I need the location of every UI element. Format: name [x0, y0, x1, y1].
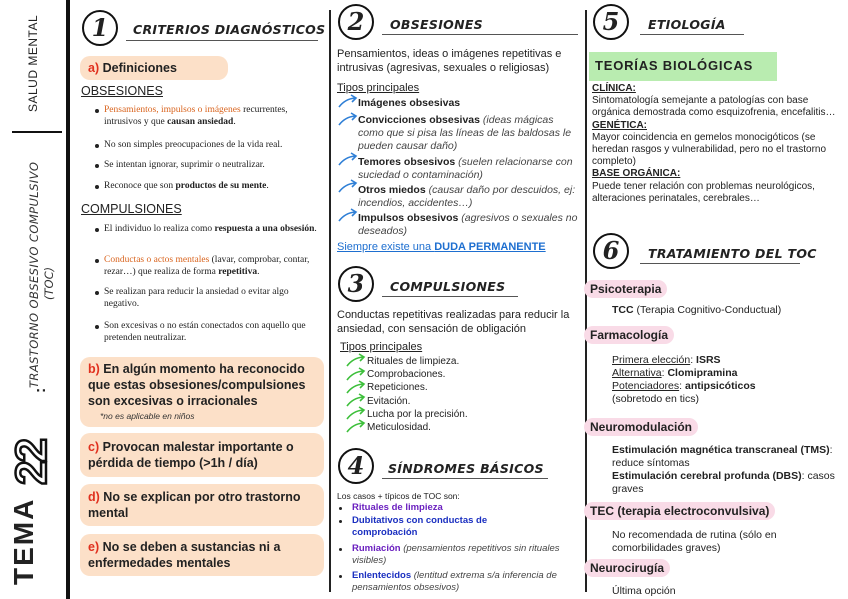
- obs-type-2: [358, 114, 580, 153]
- comp-item-4: Son excesivas o no están conectados con aquello que pretenden neutralizar.: [104, 321, 306, 343]
- obs-type-4-name: Otros miedos: [358, 184, 426, 196]
- section-3-underline: [382, 296, 518, 297]
- duda-highlight: DUDA PERMANENTE: [434, 241, 546, 253]
- alternative-value: Clomipramina: [667, 367, 738, 379]
- base-organica-text: Puede tener relación con problemas neurológicos, alteraciones perinatales, cerebrales…: [592, 180, 815, 204]
- obs-type-3-desc: (suelen relacionarse con suciedad o contaminación): [358, 156, 573, 181]
- topic-abbr: (TOC): [42, 266, 56, 300]
- section-6-number: 6: [593, 233, 629, 269]
- tema-colon: :: [32, 387, 49, 393]
- section-3-number: 3: [338, 266, 374, 302]
- obs-item-1: [104, 104, 324, 128]
- obs-item-1-end: .: [233, 117, 236, 127]
- etiologia-details: [592, 83, 844, 205]
- bullet: [95, 325, 99, 329]
- obs-type-4-desc: (causar daño por descuidos, ej: incendios, accidentes…): [358, 184, 576, 209]
- base-organica-heading: BASE ORGÁNICA:: [592, 168, 681, 180]
- neuromodulacion-detail: [612, 444, 844, 496]
- neurocirugia-label: Neurocirugía: [584, 559, 670, 577]
- section-1-number: 1: [82, 10, 118, 46]
- tcc-desc: (Terapia Cognitivo-Conductual): [633, 304, 782, 316]
- bullet: [95, 291, 99, 295]
- bullet: [95, 109, 99, 113]
- farmacologia-label: Farmacología: [584, 326, 674, 344]
- criterion-c-text: Provocan malestar importante o pérdida de tiempo (>1h / día): [88, 440, 294, 470]
- criterion-b: [80, 357, 324, 427]
- obs-item-4-bold: productos de su mente: [175, 181, 267, 191]
- first-choice-value: ISRS: [696, 354, 721, 366]
- bullet: [95, 185, 99, 189]
- criterion-a-label: Definiciones: [102, 61, 177, 75]
- bullet: [95, 259, 99, 263]
- teorias-biologicas-banner: TEORÍAS BIOLÓGICAS: [589, 52, 777, 81]
- clinica-text: Sintomatología semejante a patologías con base orgánica demostrada como esquizofrenia, encefalitis…: [592, 95, 836, 119]
- obs-item-2: No son simples preocupaciones de la vida real.: [104, 140, 283, 150]
- bullet: [95, 228, 99, 232]
- alternative-label: Alternativa: [612, 367, 662, 379]
- sindrome-4: [352, 570, 582, 594]
- section-5-number: 5: [593, 4, 629, 40]
- psicoterapia-detail: [612, 304, 781, 316]
- comp-item-2-end: .: [257, 267, 260, 277]
- obs-item-1-bold: causan ansiedad: [167, 117, 234, 127]
- sidebar-divider: [12, 131, 62, 133]
- sindrome-1-name: Rituales de limpieza: [352, 502, 443, 513]
- obs-item-1-text: recurrentes, intrusivos y que: [104, 105, 288, 127]
- criterion-d: [80, 484, 324, 526]
- obs-type-2-name: Convicciones obsesivas: [358, 114, 480, 126]
- comp-item-2-highlight: Conductas o actos mentales: [104, 255, 210, 265]
- section-4-underline: [382, 478, 548, 479]
- compulsiones-tipos-heading: Tipos principales: [340, 341, 423, 353]
- sindrome-1: [352, 502, 580, 514]
- section-4-title: SÍNDROMES BÁSICOS: [388, 461, 544, 476]
- subject-label: SALUD MENTAL: [26, 14, 40, 112]
- sindrome-3-desc: (pensamientos repetitivos sin rituales visibles): [352, 543, 560, 566]
- obs-type-2-desc: (ideas mágicas como que si pisa las líneas de las baldosas le pueden causar daño): [358, 114, 572, 152]
- sindrome-2-name: Dubitativos con conductas de comprobación: [352, 515, 488, 538]
- obsesiones-tipos-heading: Tipos principales: [337, 82, 420, 94]
- comp-item-2-text: (lavar, comprobar, contar, rezar…) que realiza de forma: [104, 255, 310, 277]
- comp-item-1: [104, 223, 324, 235]
- criterion-e-letter: e): [88, 540, 100, 554]
- enhancers-label: Potenciadores: [612, 380, 680, 392]
- sidebar: [0, 0, 70, 599]
- comp-item-2: [104, 254, 324, 278]
- criterion-a-letter: a): [88, 61, 100, 75]
- bullet: [339, 575, 342, 578]
- criterion-c: [80, 433, 324, 477]
- criterion-a: [80, 56, 228, 80]
- tec-label: TEC (terapia electroconvulsiva): [584, 502, 775, 520]
- section-6-underline: [640, 263, 800, 264]
- bullet: [95, 164, 99, 168]
- obs-item-4: [104, 180, 324, 192]
- obsesiones-intro: Pensamientos, ideas o imágenes repetitivas e intrusivas (agresivas, sexuales o religiosas): [337, 48, 562, 74]
- genetica-heading: GENÉTICA:: [592, 119, 647, 131]
- criterion-d-letter: d): [88, 490, 100, 504]
- bullet: [339, 548, 342, 551]
- genetica-text: Mayor coincidencia en gemelos monocigóticos (se heredan rasgos y vulnerabilidad, pero no el trastorno completo): [592, 131, 827, 168]
- obs-type-3: [358, 156, 580, 182]
- obs-type-1-name: Imágenes obsesivas: [358, 97, 461, 109]
- criterion-b-note: *no es aplicable en niños: [100, 411, 195, 421]
- sindromes-intro: Los casos + típicos de TOC son:: [337, 491, 460, 501]
- compulsion-type: Meticulosidad.: [367, 422, 431, 434]
- obs-type-5-name: Impulsos obsesivos: [358, 212, 459, 224]
- compulsion-type: Repeticiones.: [367, 382, 428, 394]
- dbs-desc: : casos graves: [612, 470, 835, 495]
- criterion-c-letter: c): [88, 440, 100, 454]
- bullet: [95, 144, 99, 148]
- section-2-underline: [382, 34, 578, 35]
- comp-item-1-text: El individuo lo realiza como: [104, 224, 215, 234]
- comp-item-3: Se realizan para reducir la ansiedad o evitar algo negativo.: [104, 287, 289, 309]
- obs-type-5: [358, 212, 580, 238]
- obs-item-3: Se intentan ignorar, suprimir o neutralizar.: [104, 160, 265, 170]
- section-3-title: COMPULSIONES: [390, 279, 506, 294]
- compulsiones-arrows: [345, 352, 369, 442]
- first-choice-label: Primera elección: [612, 354, 691, 366]
- comp-item-1-end: .: [314, 224, 317, 234]
- section-5-title: ETIOLOGÍA: [648, 17, 726, 32]
- tema-word: TEMA: [8, 497, 39, 585]
- dbs-label: Estimulación cerebral profunda (DBS): [612, 470, 802, 482]
- section-1-underline: [126, 40, 318, 41]
- sindrome-4-desc: (lentitud extrema s/a inferencia de pensamientos obsesivos): [352, 570, 557, 593]
- bullet: [339, 507, 342, 510]
- obsesiones-heading: OBSESIONES: [81, 84, 163, 98]
- sindrome-4-name: Enlentecidos: [352, 570, 412, 581]
- tics-note: (sobretodo en tics): [612, 393, 699, 405]
- obs-type-5-desc: (agresivos o sexuales no deseados): [358, 212, 578, 237]
- farmacologia-detail: Primera elección: ISRS Alternativa: Clomipramina Potenciadores: antipsicóticos (sobretodo en tics): [612, 354, 756, 405]
- compulsiones-intro: Conductas repetitivas realizadas para reducir la ansiedad, con sensación de obligación: [337, 309, 570, 335]
- tema-number: 22: [7, 440, 56, 485]
- section-6-title: TRATAMIENTO DEL TOC: [648, 246, 817, 261]
- obs-item-4-text: Reconoce que son: [104, 181, 176, 191]
- criterion-b-letter: b): [88, 362, 100, 376]
- compulsiones-heading: COMPULSIONES: [81, 202, 182, 216]
- compulsion-type: Rituales de limpieza.: [367, 356, 460, 367]
- section-1-title: CRITERIOS DIAGNÓSTICOS: [133, 22, 326, 37]
- section-2-title: OBSESIONES: [390, 17, 483, 32]
- psicoterapia-label: Psicoterapia: [584, 280, 667, 298]
- criterion-e-text: No se deben a sustancias ni a enfermedades mentales: [88, 540, 281, 570]
- sindrome-3: [352, 543, 578, 567]
- comp-item-2-bold: repetitiva: [218, 267, 258, 277]
- obs-item-4-end: .: [266, 181, 269, 191]
- section-2-number: 2: [338, 4, 374, 40]
- sindrome-3-name: Rumiación: [352, 543, 401, 554]
- section-5-underline: [640, 34, 744, 35]
- duda-prefix: Siempre existe una: [337, 241, 435, 253]
- criterion-b-text: En algún momento ha reconocido que estas obsesiones/compulsiones son excesivas o irracionales: [88, 362, 306, 408]
- obs-item-1-highlight: Pensamientos, impulsos o imágenes: [104, 105, 241, 115]
- criterion-d-text: No se explican por otro trastorno mental: [88, 490, 301, 520]
- obs-type-3-name: Temores obsesivos: [358, 156, 456, 168]
- tcc-label: TCC: [612, 304, 634, 316]
- criterion-e: [80, 534, 324, 576]
- compulsion-types-list: [367, 355, 468, 434]
- compulsion-type: Evitación.: [367, 395, 411, 407]
- topic-title: TRASTORNO OBSESIVO COMPULSIVO: [27, 161, 41, 388]
- neurocirugia-detail: Última opción: [612, 585, 676, 597]
- bullet: [339, 520, 342, 523]
- enhancers-value: antipsicóticos: [684, 380, 756, 392]
- section-4-number: 4: [338, 448, 374, 484]
- compulsion-type: Comprobaciones.: [367, 369, 446, 381]
- sindrome-2: [352, 515, 552, 539]
- tms-label: Estimulación magnética transcraneal (TMS): [612, 444, 830, 456]
- clinica-heading: CLÍNICA:: [592, 83, 636, 94]
- sidebar-rule: [66, 0, 70, 599]
- compulsion-type: Lucha por la precisión.: [367, 408, 468, 420]
- duda-permanente-note: [337, 241, 546, 253]
- comp-item-1-bold: respuesta a una obsesión: [214, 224, 315, 234]
- obs-type-1: [358, 97, 580, 110]
- neuromodulacion-label: Neuromodulación: [584, 418, 698, 436]
- column-divider-1: [329, 10, 331, 592]
- tms-desc: : reduce síntomas: [612, 444, 833, 469]
- obs-type-4: [358, 184, 580, 210]
- tec-detail: No recomendada de rutina (sólo en comorbilidades graves): [612, 529, 777, 554]
